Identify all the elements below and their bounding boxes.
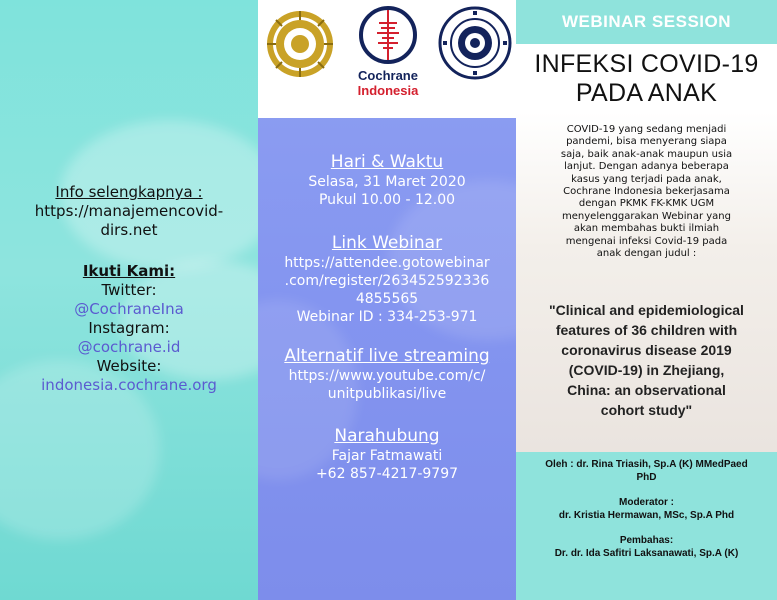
paper-title-line: China: an observational: [567, 382, 726, 398]
website-link[interactable]: indonesia.cochrane.org: [41, 376, 217, 394]
instagram-handle-link[interactable]: @cochrane.id: [77, 338, 181, 356]
cochrane-mark-icon: [359, 6, 417, 64]
info-panel: [0, 0, 258, 600]
description-line: anak dengan judul :: [596, 248, 697, 260]
description-line: COVID-19 yang sedang menjadi: [566, 124, 727, 135]
paper-title-line: coronavirus disease 2019: [561, 342, 732, 358]
twitter-handle-link[interactable]: @CochraneIna: [74, 300, 184, 318]
description-line: saja, baik anak-anak maupun usia: [560, 148, 733, 160]
description-line: menyelenggarakan Webinar yang: [562, 210, 731, 222]
webinar-link[interactable]: https://attendee.gotowebinar: [284, 255, 490, 271]
session-description: [524, 124, 769, 260]
cochrane-logo-subtext: Indonesia: [357, 83, 419, 98]
speaker-name: Oleh : dr. Rina Triasih, Sp.A (K) MMedPaed: [545, 459, 748, 470]
logo-strip: [258, 0, 516, 118]
follow-heading: Ikuti Kami:: [82, 262, 176, 280]
moderator-name: dr. Kristia Hermawan, MSc, Sp.A Phd: [558, 509, 735, 521]
paper-title-line: cohort study": [600, 402, 693, 418]
description-line: akan membahas bukti ilmiah: [573, 223, 720, 235]
cochrane-logo-text: Cochrane: [358, 68, 418, 83]
webinar-link-cont2[interactable]: 4855565: [355, 291, 419, 307]
info-url-cont[interactable]: dirs.net: [100, 221, 158, 239]
paper-title-line: "Clinical and epidemiological: [549, 302, 744, 318]
stream-link-cont[interactable]: unitpublikasi/live: [327, 386, 447, 402]
contact-name: Fajar Fatmawati: [331, 448, 443, 464]
description-line: dengan PKMK FK-KMK UGM: [578, 198, 715, 210]
paper-title: [518, 300, 775, 420]
webinar-link-cont[interactable]: .com/register/263452592336: [284, 273, 490, 289]
speaker-name-cont: PhD: [636, 471, 657, 483]
website-label: Website:: [96, 357, 162, 375]
title-line: PADA ANAK: [575, 79, 718, 107]
description-line: lanjut. Dengan adanya beberapa: [564, 161, 729, 173]
schedule-panel: [258, 0, 516, 600]
stream-heading: Alternatif live streaming: [284, 346, 490, 366]
description-line: kasus yang terjadi pada anak,: [571, 173, 722, 185]
session-panel: [516, 0, 777, 600]
event-date: Selasa, 31 Maret 2020: [308, 174, 466, 190]
discussant-label: Pembahas:: [619, 535, 674, 546]
stream-link[interactable]: https://www.youtube.com/c/: [288, 368, 486, 384]
webinar-id: Webinar ID : 334-253-971: [296, 309, 478, 325]
paper-title-line: features of 36 children with: [555, 322, 738, 338]
info-url[interactable]: https://manajemencovid-: [34, 202, 224, 220]
moderator-label: Moderator :: [619, 497, 674, 508]
contact-info: [0, 183, 258, 395]
paper-title-line: (COVID-19) in Zhejiang,: [568, 362, 725, 378]
contact-heading: Narahubung: [334, 426, 440, 446]
discussant-name: Dr. dr. Ida Safitri Laksanawati, Sp.A (K): [554, 547, 739, 559]
pkmk-seal-logo: [438, 6, 512, 80]
description-line: mengenai infeksi Covid-19 pada: [565, 235, 728, 247]
date-heading: Hari & Waktu: [330, 152, 444, 172]
cochrane-logo: [352, 6, 424, 116]
contact-phone[interactable]: +62 857-4217-9797: [315, 466, 459, 482]
info-heading: Info selengkapnya :: [55, 183, 203, 201]
description-line: Cochrane Indonesia bekerjasama: [563, 186, 730, 198]
event-details: [258, 152, 516, 483]
twitter-label: Twitter:: [101, 281, 157, 299]
description-line: pandemi, bisa menyerang siapa: [566, 136, 727, 148]
speakers-box: [516, 452, 777, 600]
session-label: WEBINAR SESSION: [516, 0, 777, 44]
event-time: Pukul 10.00 - 12.00: [318, 192, 456, 208]
page-title: [516, 50, 777, 108]
instagram-label: Instagram:: [88, 319, 170, 337]
link-heading: Link Webinar: [331, 233, 443, 253]
ugm-seal-logo: [264, 8, 336, 80]
title-line: INFEKSI COVID-19: [534, 50, 759, 78]
